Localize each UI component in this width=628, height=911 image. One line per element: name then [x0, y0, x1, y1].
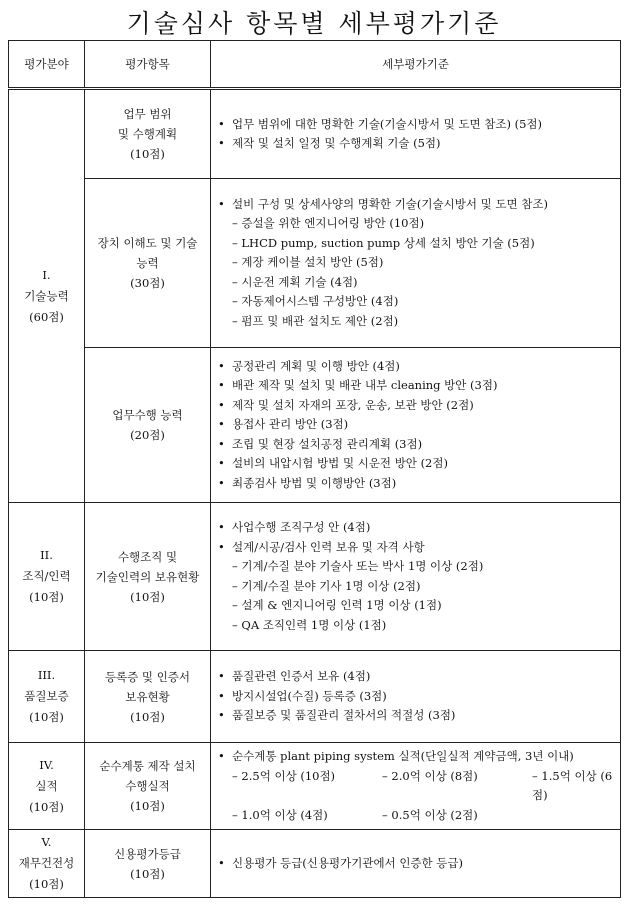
item-cell	[85, 743, 211, 830]
table-row	[9, 651, 621, 743]
item-cell	[85, 89, 211, 179]
table-row	[9, 743, 621, 830]
item-label: 등록증 및 인증서	[104, 669, 191, 684]
criteria-item: • 공정관리 계획 및 이행 방안 (4점)	[218, 357, 616, 377]
criteria-subitem: – QA 조직인력 1명 이상 (1점)	[232, 617, 387, 632]
criteria-item: • 품질보증 및 품질관리 절차서의 적절성 (3점)	[218, 706, 616, 726]
criteria-item: • 배관 제작 및 설치 및 배관 내부 cleaning 방안 (3점)	[218, 376, 616, 396]
area-numeral: I.	[42, 267, 51, 282]
criteria-item: • 설비의 내압시험 방법 및 시운전 방안 (2점)	[218, 454, 616, 474]
criteria-item: • 용접사 관리 방안 (3점)	[218, 415, 616, 435]
header-criteria: 세부평가기준	[211, 41, 621, 89]
criteria-item: • 최종검사 방법 및 이행방안 (3점)	[218, 474, 616, 494]
table-body	[9, 89, 621, 898]
criteria-item: • 제작 및 설치 자재의 포장, 운송, 보관 방안 (2점)	[218, 396, 616, 416]
criteria-item: • 설비 구성 및 상세사양의 명확한 기술(기술시방서 및 도면 참조)	[218, 195, 616, 215]
criteria-item: • 조립 및 현장 설치공정 관리계획 (3점)	[218, 435, 616, 455]
item-cell	[85, 830, 211, 898]
item-label: 및 수행계획	[117, 127, 178, 141]
item-label: (10점)	[130, 799, 165, 813]
area-name: 조직/인력	[22, 569, 71, 583]
criteria-subitem: – 기계/수질 분야 기사 1명 이상 (2점)	[232, 578, 421, 593]
area-numeral: V.	[41, 835, 52, 849]
table-row	[9, 830, 621, 898]
criteria-cell	[211, 651, 621, 743]
item-label: (10점)	[130, 866, 165, 881]
table-row	[9, 179, 621, 348]
item-label: (10점)	[130, 147, 165, 161]
criteria-cell	[211, 830, 621, 898]
area-cell	[9, 89, 85, 503]
area-name: 재무건전성	[18, 856, 75, 870]
item-label: 보유현황	[125, 689, 170, 704]
area-numeral: II.	[40, 548, 53, 562]
item-label: (10점)	[130, 589, 165, 604]
area-name: 실적	[35, 778, 58, 793]
item-cell	[85, 179, 211, 348]
criteria-cell	[211, 348, 621, 503]
area-numeral: III.	[37, 668, 56, 682]
criteria-item: • 설계/시공/검사 인력 보유 및 자격 사항	[218, 538, 616, 558]
criteria-item: • 순수계통 plant piping system 실적(단일실적 계약금액, 3년 이내)	[218, 747, 616, 767]
page-title: 기술심사 항목별 세부평가기준	[126, 9, 502, 38]
area-numeral: IV.	[39, 757, 54, 772]
criteria-subitem: – 설계 & 엔지니어링 인력 1명 이상 (1점)	[232, 598, 442, 612]
criteria-cell	[211, 89, 621, 179]
threshold-item: – 2.5억 이상 (10점)	[232, 768, 336, 783]
item-label: 업무 범위	[123, 107, 172, 121]
area-cell	[9, 503, 85, 651]
table-row	[9, 503, 621, 651]
header-area: 평가분야	[9, 41, 85, 89]
criteria-cell	[211, 743, 621, 830]
criteria-item: • 사업수행 조직구성 안 (4점)	[218, 518, 616, 538]
criteria-item: • 방지시설업(수질) 등록증 (3점)	[218, 687, 616, 707]
criteria-item: • 신용평가 등급(신용평가기관에서 인증한 등급)	[218, 854, 616, 874]
criteria-subitem: – 기계/수질 분야 기술사 또는 박사 1명 이상 (2점)	[232, 559, 484, 573]
criteria-subitem: – 증설을 위한 엔지니어링 방안 (10점)	[232, 216, 425, 231]
criteria-item: • 품질관련 인증서 보유 (4점)	[218, 667, 616, 687]
threshold-item: – 1.5억 이상 (6점)	[532, 768, 613, 802]
item-label: (30점)	[130, 276, 165, 290]
item-label: 순수계통 제작 설치	[99, 759, 196, 773]
criteria-subitem: – 계장 케이블 설치 방안 (5점)	[232, 255, 384, 270]
criteria-subitem: – 펌프 및 배관 설치도 제안 (2점)	[232, 313, 399, 328]
area-points: (10점)	[29, 590, 64, 604]
criteria-cell	[211, 503, 621, 651]
area-points: (10점)	[29, 710, 64, 724]
criteria-subitem: – 시운전 계획 기술 (4점)	[232, 274, 358, 289]
area-points: (10점)	[29, 799, 64, 814]
threshold-item: – 2.0억 이상 (8점)	[382, 768, 478, 783]
criteria-item: • 업무 범위에 대한 명확한 기술(기술시방서 및 도면 참조) (5점)	[218, 115, 616, 135]
item-label: 장치 이해도 및 기술	[97, 236, 198, 250]
criteria-cell	[211, 179, 621, 348]
item-cell	[85, 651, 211, 743]
area-points: (10점)	[29, 877, 64, 891]
criteria-item: • 제작 및 설치 일정 및 수행계획 기술 (5점)	[218, 134, 616, 154]
table-row	[9, 89, 621, 179]
area-cell	[9, 651, 85, 743]
header-row	[9, 41, 621, 89]
item-label: 수행조직 및	[117, 549, 178, 564]
table-row	[9, 348, 621, 503]
area-cell	[9, 830, 85, 898]
item-label: 업무수행 능력	[112, 408, 183, 422]
threshold-item: – 1.0억 이상 (4점)	[232, 807, 328, 822]
item-label: (10점)	[130, 709, 165, 724]
criteria-subitem: – 자동제어시스템 구성방안 (4점)	[232, 294, 399, 309]
item-label: 수행실적	[125, 779, 170, 793]
threshold-grid	[218, 767, 616, 826]
item-label: 능력	[136, 256, 159, 270]
area-name: 기술능력	[24, 288, 69, 303]
item-cell	[85, 348, 211, 503]
area-cell	[9, 743, 85, 830]
item-cell	[85, 503, 211, 651]
header-item: 평가항목	[85, 41, 211, 89]
criteria-subitem: – LHCD pump, suction pump 상세 설치 방안 기술 (5점)	[232, 235, 535, 250]
threshold-item: – 0.5억 이상 (2점)	[382, 807, 478, 822]
area-points: (60점)	[29, 309, 64, 324]
item-label: 신용평가등급	[114, 846, 181, 861]
area-name: 품질보증	[24, 689, 69, 703]
item-label: (20점)	[130, 428, 165, 442]
item-label: 기술인력의 보유현황	[95, 569, 200, 584]
evaluation-criteria-table	[8, 40, 621, 898]
